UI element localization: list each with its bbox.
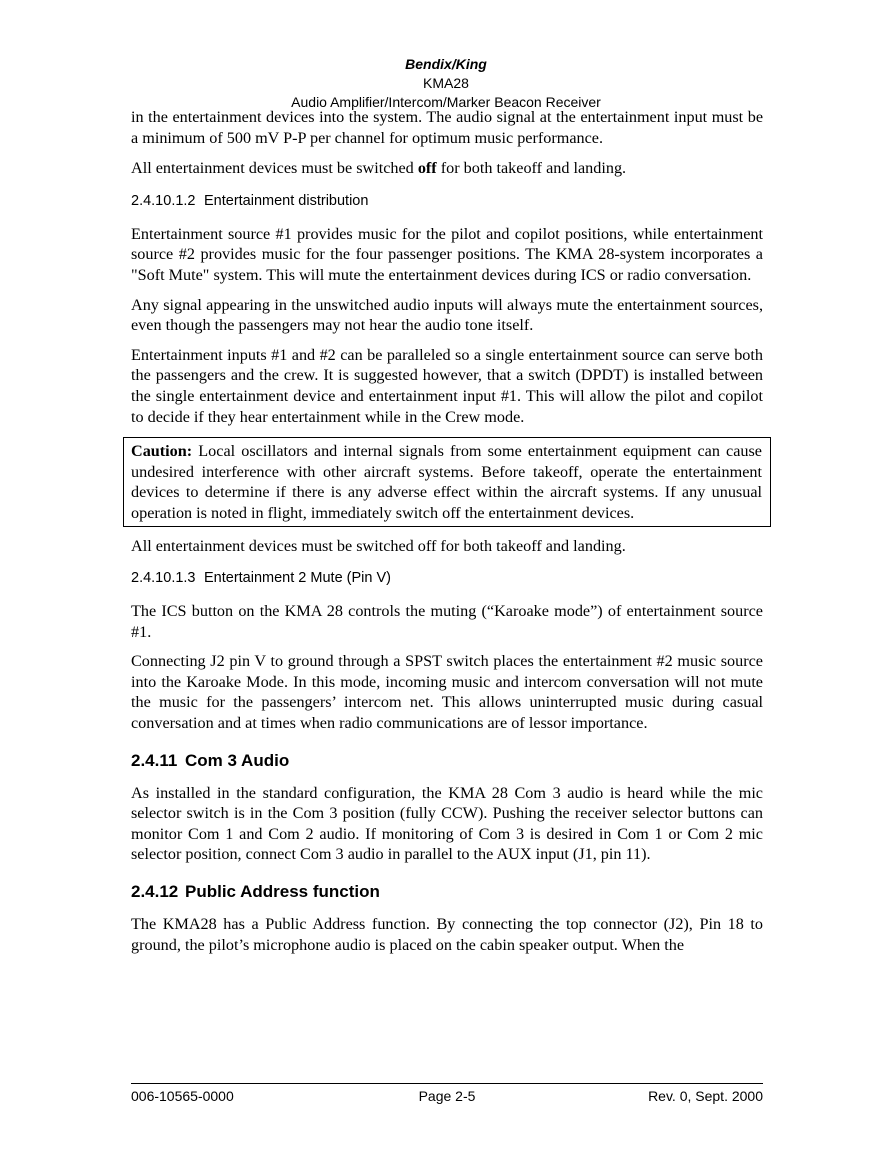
paragraph-distribution-3: Entertainment inputs #1 and #2 can be paralleled so a single entertainment source can serve both the passengers and the crew. It is suggested however, that a switch (DPDT) is installed between the single entertainment device and entertainment input #1. This will allow the pilot and copilot to decide if they hear entertainment while in the Crew mode.	[131, 345, 763, 426]
caution-paragraph	[131, 441, 762, 523]
caution-box	[123, 437, 771, 526]
paragraph-distribution-1: Entertainment source #1 provides music for the pilot and copilot positions, while entertainment source #2 provides music for the four passenger positions. The KMA 28-system incorporates a "Soft Mute" system. This will mute the entertainment devices during ICS or radio conversation.	[131, 224, 763, 284]
page-number: Page 2-5	[418, 1088, 476, 1104]
section-number: 2.4.10.1.2	[131, 192, 196, 209]
paragraph-com3: As installed in the standard configuration, the KMA 28 Com 3 audio is heard while the mic selector switch is in the Com 3 position (fully CCW). Pushing the receiver selector buttons can monitor Com 1 and Com 2 audio. If monitoring of Com 3 is desired in Com 1 or Com 2 mic selector position, connect Com 3 audio in parallel to the AUX input (J1, pin 11).	[131, 783, 763, 864]
section-title: Entertainment distribution	[204, 192, 369, 209]
section-title: Com 3 Audio	[185, 750, 290, 770]
product-title: Audio Amplifier/Intercom/Marker Beacon Receiver	[291, 94, 601, 110]
caution-text: Local oscillators and internal signals from some entertainment equipment can cause undesired interference with other aircraft systems. Before takeoff, operate the entertainment devices to determine if there is any adverse effect within the aircraft systems. If any unusual operation is noted in flight, immediately switch off the entertainment devices.	[131, 442, 762, 522]
revision-info: Rev. 0, Sept. 2000	[648, 1088, 763, 1104]
paragraph-intro: in the entertainment devices into the system. The audio signal at the entertainment input must be a minimum of 500 mV P-P per channel for optimum music performance.	[131, 108, 763, 147]
paragraph-switch-off	[131, 158, 763, 179]
page-content	[131, 107, 763, 955]
section-number: 2.4.10.1.3	[131, 570, 196, 587]
paragraph-distribution-2: Any signal appearing in the unswitched audio inputs will always mute the entertainment sources, even though the passengers may not hear the audio tone itself.	[131, 295, 763, 335]
section-heading-2-4-12	[131, 881, 763, 903]
page-header	[0, 55, 892, 112]
switch-off-bold: off	[417, 159, 437, 178]
switch-off-pre: All entertainment devices must be switched	[131, 159, 418, 178]
section-title: Public Address function	[185, 882, 380, 902]
page-footer	[131, 1083, 763, 1104]
paragraph-mute-1: The ICS button on the KMA 28 controls the muting (“Karoake mode”) of entertainment source #1.	[131, 602, 763, 641]
section-number: 2.4.11	[131, 750, 178, 770]
section-heading-2-4-11	[131, 750, 763, 772]
section-title: Entertainment 2 Mute (Pin V)	[204, 570, 391, 587]
section-heading-2-4-10-1-3	[131, 569, 763, 588]
paragraph-mute-2: Connecting J2 pin V to ground through a SPST switch places the entertainment #2 music source into the Karoake Mode. In this mode, incoming music and intercom conversation will not mute the music for the passengers’ intercom net. This allows uninterrupted music during casual conversation and at times when radio communications are of lessor importance.	[131, 652, 763, 733]
paragraph-public-address: The KMA28 has a Public Address function. By connecting the top connector (J2), Pin 18 to ground, the pilot’s microphone audio is placed on the cabin speaker output. When the	[131, 915, 763, 954]
paragraph-switch-off-2: All entertainment devices must be switched off for both takeoff and landing.	[131, 536, 626, 555]
model-name: KMA28	[423, 75, 469, 91]
caution-label: Caution:	[131, 442, 193, 461]
brand-name: Bendix/King	[405, 56, 487, 72]
switch-off-post: for both takeoff and landing.	[436, 159, 627, 178]
document-number: 006-10565-0000	[131, 1088, 234, 1104]
section-number: 2.4.12	[131, 882, 179, 902]
section-heading-2-4-10-1-2	[131, 192, 763, 211]
